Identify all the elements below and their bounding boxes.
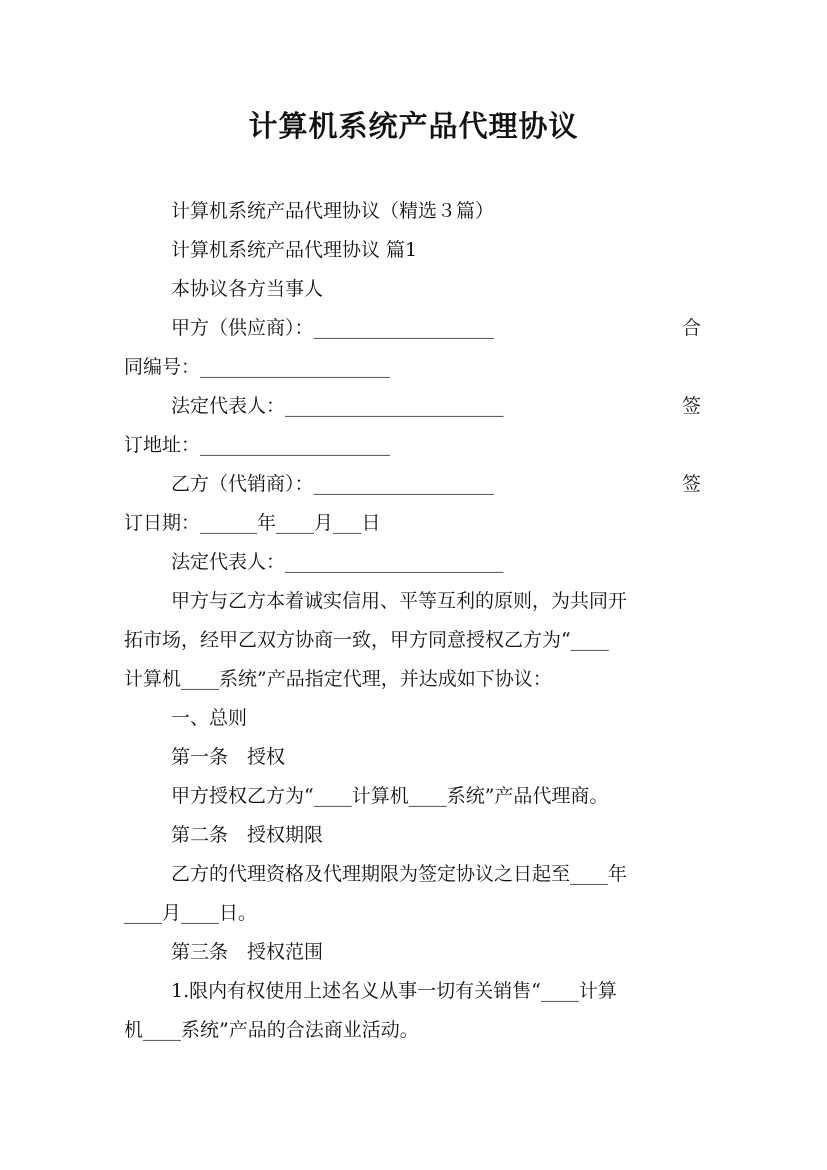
paragraph-line: 计算机____系统”产品指定代理，并达成如下协议：	[124, 668, 552, 690]
sign-place-line: 订地址：____________________	[124, 434, 391, 456]
paragraph-line: 乙方的代理资格及代理期限为签定协议之日起至____年	[171, 863, 628, 885]
paragraph-line: 拓市场，经甲乙双方协商一致，甲方同意授权乙方为“____	[124, 629, 609, 651]
sign-date-line: 订日期：______年____月___日	[124, 512, 381, 534]
party-a-line: 甲方（供应商）：___________________	[171, 317, 495, 339]
paragraph-line: 1.限内有权使用上述名义从事一切有关销售“____计算	[171, 980, 617, 1002]
document-title: 计算机系统产品代理协议	[248, 109, 579, 143]
subtitle-line: 计算机系统产品代理协议（精选３篇）	[171, 200, 495, 222]
line-end-char: 合	[682, 317, 702, 339]
paragraph-line: 本协议各方当事人	[171, 278, 324, 300]
paragraph-line: 机____系统”产品的合法商业活动。	[124, 1019, 419, 1041]
legal-rep-line: 法定代表人：_______________________	[171, 395, 504, 417]
article-heading: 第二条 授权期限	[171, 824, 324, 846]
party-b-line: 乙方（代销商）：___________________	[171, 473, 495, 495]
legal-rep-line: 法定代表人：_______________________	[171, 551, 504, 573]
section-heading: 计算机系统产品代理协议 篇1	[171, 239, 418, 261]
paragraph-line: 甲方与乙方本着诚实信用、平等互利的原则，为共同开	[171, 590, 628, 612]
line-end-char: 签	[682, 473, 702, 495]
paragraph-line: 甲方授权乙方为“____计算机____系统”产品代理商。	[171, 785, 609, 807]
paragraph-line: ____月____日。	[124, 902, 258, 924]
contract-number-line: 同编号：____________________	[124, 356, 391, 378]
chapter-heading: 一、总则	[171, 707, 248, 729]
line-end-char: 签	[682, 395, 702, 417]
article-heading: 第三条 授权范围	[171, 941, 324, 963]
article-heading: 第一条 授权	[171, 746, 286, 768]
